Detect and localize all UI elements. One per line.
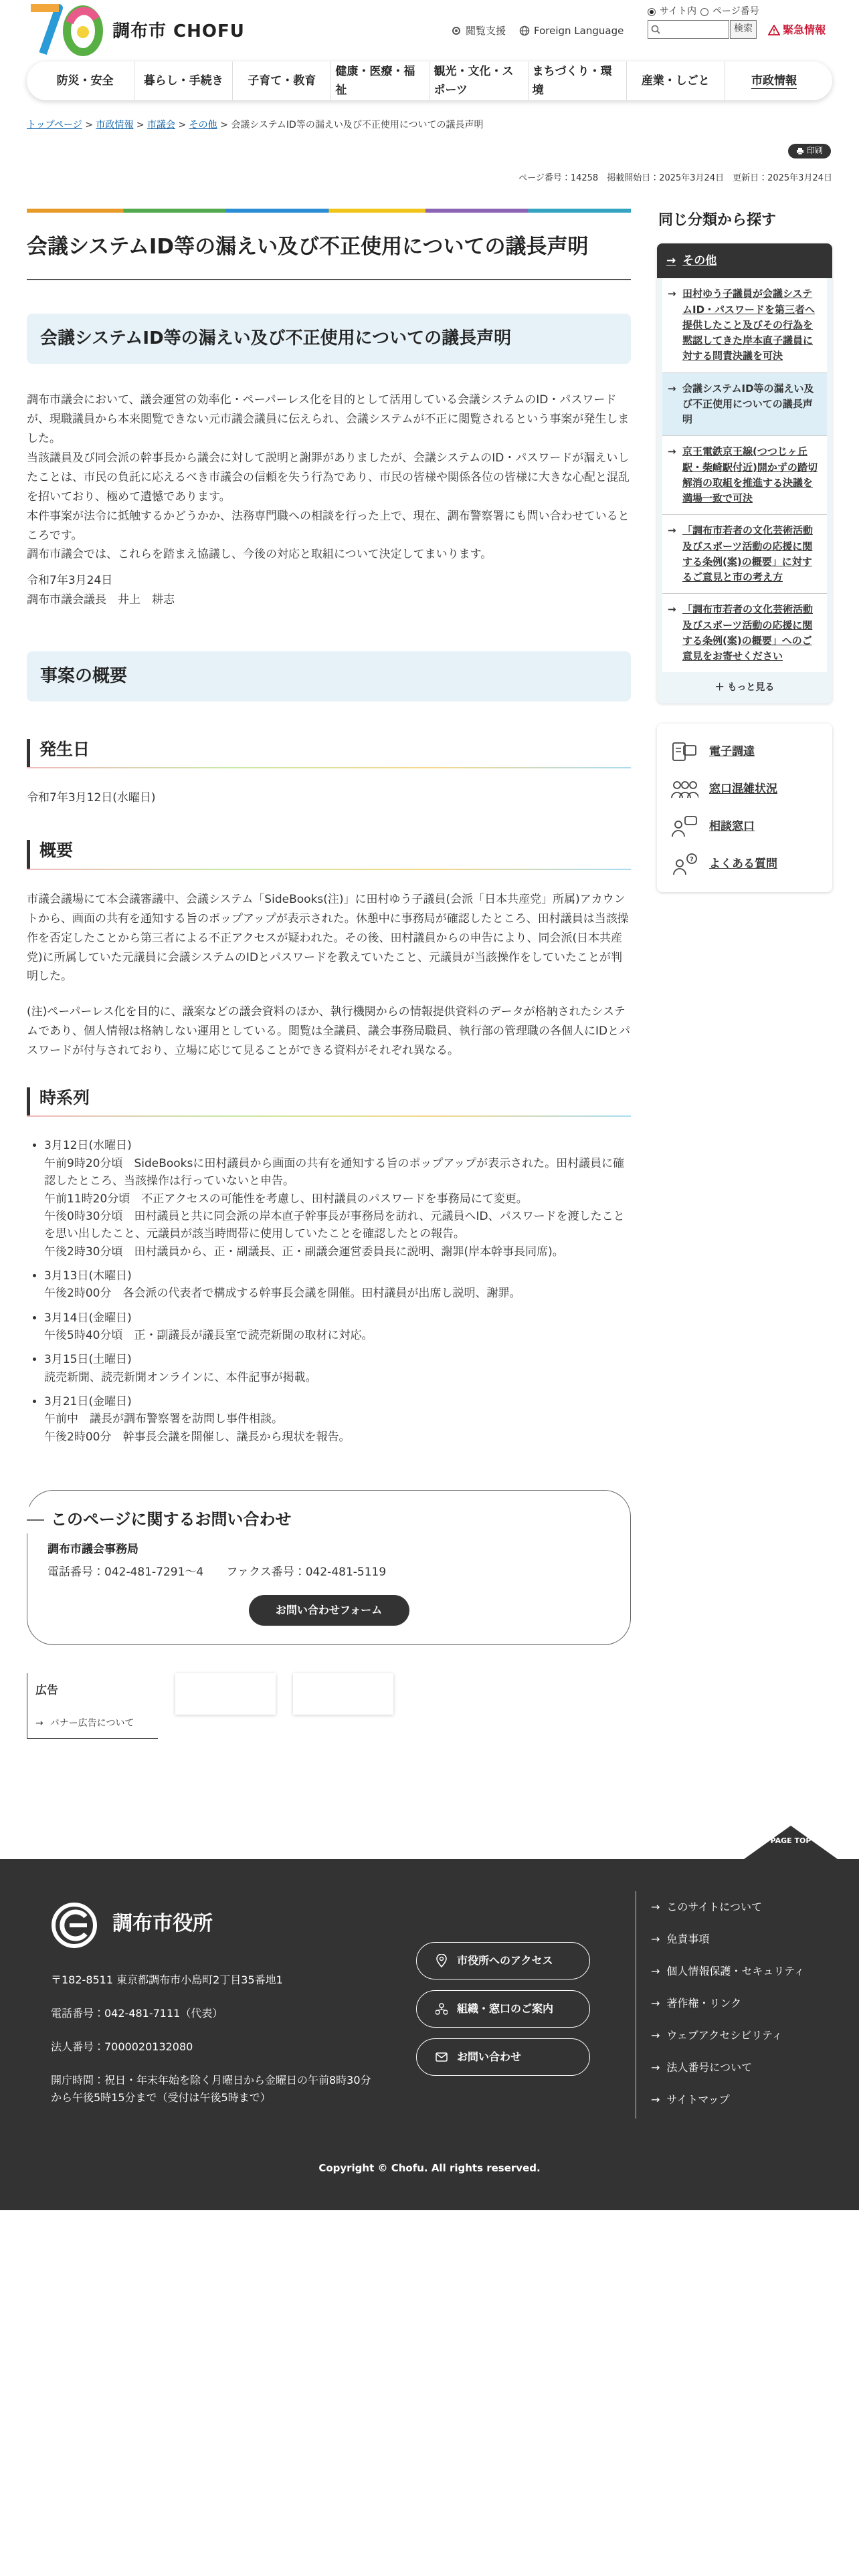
sidebar-item-censure-resolution[interactable]	[662, 278, 827, 372]
contact-heading: このページに関するお問い合わせ	[27, 1507, 296, 1533]
mail-icon	[436, 2052, 448, 2062]
timeline-list	[27, 1137, 631, 1446]
nav-item-municipal[interactable]: 市政情報	[751, 74, 797, 88]
timeline-item	[44, 1309, 631, 1345]
emergency-info-link[interactable]	[768, 21, 826, 39]
breadcrumb-other[interactable]: その他	[189, 120, 217, 130]
sidebar-item-label: 会議システムID等の漏えい及び不正使用についての議長声明	[682, 382, 814, 426]
show-more-label: もっと見る	[727, 682, 775, 693]
timeline-line: 午後0時30分頃 田村議員と共に同会派の岸本直子幹事長が事務局を訪れ、元議員へID、パスワードを渡したことを思い出したこと、元議員が該当時間帯に使用していたことを確認したとの報告。	[44, 1209, 625, 1241]
sidebar-item-youth-ordinance-response[interactable]	[662, 515, 827, 594]
arrow-right-icon: →	[651, 1900, 660, 1913]
quick-link-label: よくある質問	[709, 857, 777, 871]
nav-item-health[interactable]: 健康・医療・福祉	[331, 62, 430, 100]
footer-tel: 電話番号：042-481-7111（代表）	[51, 2007, 223, 2020]
ad-area	[27, 1673, 631, 1739]
page-meta: ページ番号：14258 掲載開始日：2025年3月24日 更新日：2025年3月24日	[518, 173, 832, 183]
radio-label-site: サイト内	[660, 6, 697, 17]
footer-link-label: サイトマップ	[666, 2092, 730, 2106]
footer-link-corp-number[interactable]	[651, 2052, 836, 2084]
breadcrumb-municipal[interactable]: 市政情報	[96, 120, 134, 130]
footer-link-disclaimer[interactable]	[651, 1923, 836, 1955]
sidebar-item-label: 田村ゆう子議員が会議システムID・パスワードを第三者へ提供したこと及びその行為を黙認してきた岸本直子議員に対する問責決議を可決	[682, 288, 816, 362]
print-label: 印刷	[806, 146, 823, 156]
footer-contact-label: お問い合わせ	[457, 2050, 522, 2063]
quick-link-faq[interactable]	[670, 845, 819, 883]
search-button[interactable]: 検索	[730, 20, 757, 39]
footer-city-name: 調布市役所	[112, 1912, 213, 1935]
timeline-line: 読売新聞、読売新聞オンラインに、本件記事が掲載。	[44, 1370, 317, 1384]
page-top-label: PAGE TOP	[770, 1836, 812, 1845]
arrow-right-icon: →	[651, 2028, 660, 2042]
page-top-button[interactable]	[744, 1824, 838, 1859]
timeline-date: • 3月13日(木曜日)	[44, 1269, 132, 1283]
procurement-icon	[670, 740, 698, 763]
statement-paragraph: 調布市議会では、これらを踏まえ協議し、今後の対応と取組について決定してまいります。	[27, 548, 492, 562]
arrow-right-icon: →	[668, 288, 676, 300]
arrow-right-icon: →	[651, 2092, 660, 2106]
show-more-button[interactable]: ＋ もっと見る	[714, 682, 775, 693]
timeline-date: • 3月15日(土曜日)	[44, 1353, 132, 1367]
arrow-right-icon: →	[651, 1932, 660, 1945]
footer-access-label: 市役所へのアクセス	[457, 1953, 553, 1967]
contact-form-button[interactable]: お問い合わせフォーム	[249, 1595, 409, 1626]
footer-link-privacy[interactable]	[651, 1955, 836, 1988]
footer-organization-button[interactable]	[416, 1990, 590, 2028]
radio-label-page-number: ページ番号	[712, 6, 759, 17]
people-icon	[670, 778, 698, 800]
timeline-line: 午後5時40分頃 正・副議長が議長室で読売新聞の取材に対応。	[44, 1328, 373, 1342]
footer-link-sitemap[interactable]	[651, 2084, 836, 2116]
footer-link-copyright[interactable]	[651, 1988, 836, 2020]
timeline-line: 午前中 議長が調布警察署を訪問し事件相談。	[44, 1412, 283, 1426]
footer-link-label: 個人情報保護・セキュリティ	[666, 1964, 805, 1977]
arrow-right-icon: →	[668, 445, 676, 458]
section-heading-overview: 事案の概要	[27, 651, 631, 702]
occurrence-date: 令和7年3月12日(水曜日)	[27, 791, 156, 805]
nav-item-culture[interactable]: 観光・文化・スポーツ	[430, 62, 529, 100]
organization-icon	[436, 2003, 448, 2015]
browse-support-link[interactable]	[451, 23, 506, 39]
site-logo-text[interactable]: 調布市 CHOFU	[112, 21, 245, 41]
timeline-date: • 3月21日(金曜日)	[44, 1394, 132, 1408]
nav-item-industry[interactable]: 産業・しごと	[627, 62, 725, 100]
chofu-70th-logo-icon[interactable]	[27, 3, 106, 56]
related-category-box	[657, 243, 832, 704]
footer-link-label: 法人番号について	[666, 2060, 753, 2074]
summary-paragraph: 市議会議場にて本会議審議中、会議システム「SideBooks(注)」に田村ゆう子議員(会派「日本共産党」所属)アカウントから、画面の共有を通知する旨のポップアップが表示された。休憩中に事務局が確認したところ、田村議員は当該操作を否定したことから第三者による不正アクセスが疑われた。その後、田村議員からの申告により、同会派(日本共産党)に所属していた元議員に会議システムのIDとパスワードを教えていたこと、元議員が当該操作をしていたことが判明した。	[27, 892, 629, 984]
site-footer	[0, 1859, 859, 2210]
timeline-item	[44, 1351, 631, 1386]
arrow-right-icon: →	[35, 1718, 43, 1729]
svg-text:?: ?	[690, 856, 694, 864]
section-heading-statement: 会議システムID等の漏えい及び不正使用についての議長声明	[27, 314, 631, 364]
arrow-right-icon: →	[668, 382, 676, 395]
radio-site-search[interactable]	[648, 8, 656, 16]
sidebar-item-current-page[interactable]	[662, 373, 827, 437]
browse-support-label: 閲覧支援	[466, 25, 506, 37]
summary-note: (注)ペーパーレス化を目的に、議案などの議会資料のほか、執行機関からの情報提供資料のデータが格納されたシステムであり、個人情報は格納しない運用としている。閲覧は全議員、議会事務局職員、執行部の管理職の各個人にIDとパスワードが付与されており、立場に応じて見ることができる資料がそれぞれ異なる。	[27, 1005, 631, 1058]
statement-paragraph: 調布市議会において、議会運営の効率化・ペーパーレス化を目的として活用している会議システムのID・パスワードが、現職議員から本来閲覧できない元市議会議員に伝えられ、会議システムが不正に閲覧されるという事案が発生しました。	[27, 393, 630, 446]
arrow-right-icon: →	[651, 1996, 660, 2010]
nav-item-living[interactable]: 暮らし・手続き	[134, 62, 233, 100]
radio-page-number[interactable]	[700, 8, 708, 16]
breadcrumb-current: 会議システムID等の漏えい及び不正使用についての議長声明	[231, 120, 484, 130]
statement-paragraph: 当該議員及び同会派の幹事長から議会に対して説明と謝罪がありましたが、会議システムのID・パスワードが漏えいしたことは、市民の負託に応えるべき市議会の信頼を失う行為であり、市民の皆様や関係各位の皆様に大きな心配と混乱を招いており、極めて遺憾であります。	[27, 451, 630, 504]
timeline-line: 午後2時00分 幹事長会議を開催し、議長から現状を報告。	[44, 1430, 351, 1444]
statement-date: 令和7年3月24日	[27, 574, 113, 588]
sidebar-item-label: 「調布市若者の文化芸術活動及びスポーツ活動の応援に関する条例(案)の概要」に対するご意見と市の考え方	[682, 524, 814, 584]
ad-banner-slot[interactable]	[175, 1673, 276, 1715]
timeline-item	[44, 1393, 631, 1446]
arrow-right-icon: →	[668, 603, 676, 616]
footer-corp-number: 法人番号：7000020132080	[51, 2040, 193, 2053]
nav-item-safety[interactable]: 防災・安全	[36, 62, 134, 100]
footer-organization-label: 組織・窓口のご案内	[457, 2002, 554, 2015]
quick-link-consultation[interactable]	[670, 808, 819, 845]
foreign-language-link[interactable]	[519, 23, 624, 39]
quick-links	[657, 724, 832, 892]
quick-link-label: 窓口混雑状況	[709, 782, 777, 796]
foreign-language-label: Foreign Language	[534, 25, 624, 37]
footer-link-about[interactable]	[651, 1891, 836, 1923]
printer-icon	[796, 147, 804, 155]
arrow-right-icon: →	[666, 254, 676, 268]
arrow-right-icon: →	[668, 524, 676, 537]
quick-link-procurement[interactable]	[670, 733, 819, 770]
sidebar-category-label: その他	[682, 254, 717, 268]
contact-dept: 調布市議会事務局	[47, 1542, 138, 1556]
copyright: Copyright © Chofu. All rights reserved.	[318, 2162, 541, 2174]
heading-timeline: 時系列	[27, 1087, 631, 1117]
globe-icon	[519, 25, 530, 36]
statement-body	[27, 391, 631, 610]
sidebar-item-railway-crossing[interactable]	[662, 436, 827, 515]
contact-phone: 電話番号：042-481-7291～4 ファクス番号：042-481-5119	[47, 1566, 387, 1580]
sidebar-item-label: 「調布市若者の文化芸術活動及びスポーツ活動の応援に関する条例(案)の概要」へのご意見をお寄せください	[682, 603, 814, 663]
ad-info	[27, 1673, 158, 1739]
timeline-line: 午前9時20分頃 SideBooksに田村議員から画面の共有を通知する旨のポップアップが表示された。田村議員に確認したところ、当該操作は行っていないと申告。	[44, 1156, 625, 1188]
ad-banner-slot[interactable]	[293, 1673, 393, 1715]
timeline-line: 午後2時00分 各会派の代表者で構成する幹事長会議を開催。田村議員が出席し説明、謝罪。	[44, 1287, 521, 1301]
footer-link-accessibility[interactable]	[651, 2020, 836, 2052]
breadcrumb-council[interactable]: 市議会	[147, 120, 176, 130]
footer-link-label: ウェブアクセシビリティ	[666, 2028, 783, 2042]
heading-occurrence: 発生日	[27, 739, 631, 769]
footer-address: 〒182-8511 東京都調布市小島町2丁目35番地1	[51, 1973, 283, 1986]
emergency-label: 緊急情報	[783, 23, 826, 36]
timeline-date: • 3月14日(金曜日)	[44, 1311, 132, 1325]
timeline-line: 午後2時30分頃 田村議員から、正・副議長、正・副議会運営委員長に説明、謝罪(岸本幹事長同席)。	[44, 1245, 564, 1259]
map-pin-icon	[436, 1954, 448, 1967]
breadcrumb: トップページ > 市政情報 > 市議会 > その他 > 会議システムID等の漏えい及び不正使用についての議長声明	[27, 120, 484, 130]
nav-item-childcare[interactable]: 子育て・教育	[233, 62, 331, 100]
quick-link-congestion[interactable]	[670, 770, 819, 808]
chofu-city-emblem-icon	[51, 1902, 98, 1949]
sidebar-category-link[interactable]	[657, 243, 832, 278]
arrow-right-icon: →	[651, 1964, 660, 1977]
warning-icon	[768, 25, 780, 35]
gear-icon	[451, 25, 462, 36]
page-title: 会議システムID等の漏えい及び不正使用についての議長声明	[27, 213, 631, 280]
sidebar	[657, 209, 832, 892]
search-scope	[648, 4, 759, 19]
nav-item-town[interactable]: まちづくり・環境	[529, 62, 627, 100]
timeline-item	[44, 1267, 631, 1303]
footer-access-button[interactable]	[416, 1942, 590, 1979]
timeline-date: • 3月12日(水曜日)	[44, 1139, 132, 1153]
main-content	[27, 209, 631, 1739]
search-input[interactable]	[648, 20, 729, 39]
breadcrumb-top[interactable]: トップページ	[27, 120, 82, 130]
sidebar-item-label: 京王電鉄京王線(つつじヶ丘駅・柴崎駅付近)開かずの踏切解消の取組を推進する決議を満場一致で可決	[682, 445, 818, 505]
ad-heading: 広告	[35, 1684, 58, 1698]
footer-hours: 開庁時間：祝日・年末年始を除く月曜日から金曜日の午前8時30分から午後5時15分まで（受付は午後5時まで）	[51, 2074, 371, 2104]
footer-link-label: このサイトについて	[666, 1900, 762, 1913]
footer-link-label: 免責事項	[666, 1932, 710, 1945]
faq-icon	[670, 853, 698, 875]
sidebar-item-youth-ordinance-comments[interactable]	[662, 594, 827, 672]
print-button[interactable]	[788, 144, 831, 158]
footer-links	[636, 1891, 836, 2119]
site-header	[0, 0, 859, 59]
arrow-right-icon: →	[651, 2060, 660, 2074]
consultation-icon	[670, 815, 698, 838]
footer-link-label: 著作権・リンク	[666, 1996, 742, 2010]
global-nav	[27, 62, 832, 100]
banner-ad-link-label: バナー広告について	[50, 1718, 134, 1729]
timeline-line: 午前11時20分頃 不正アクセスの可能性を考慮し、田村議員のパスワードを事務局にて変更。	[44, 1192, 528, 1206]
quick-link-label: 電子調達	[709, 745, 755, 759]
timeline-item	[44, 1137, 631, 1260]
statement-paragraph: 本件事案が法令に抵触するかどうかか、法務専門職への相談を行った上で、現在、調布警察署にも問い合わせているところです。	[27, 509, 630, 542]
statement-signer: 調布市議会議長 井上 耕志	[27, 593, 175, 607]
sidebar-title: 同じ分類から探す	[658, 212, 777, 229]
search-icon	[651, 25, 660, 34]
footer-contact-button[interactable]	[416, 2038, 590, 2076]
contact-box	[27, 1490, 631, 1645]
quick-link-label: 相談窓口	[709, 820, 755, 834]
banner-ad-link[interactable]	[35, 1716, 158, 1731]
heading-summary: 概要	[27, 840, 631, 870]
